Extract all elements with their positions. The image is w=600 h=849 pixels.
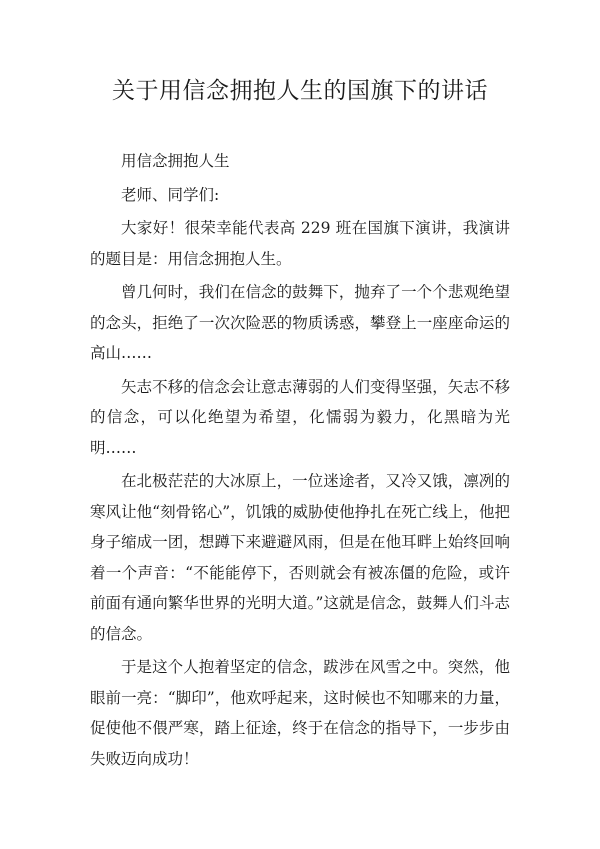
document-body [90,146,510,774]
paragraph: 矢志不移的信念会让意志薄弱的人们变得坚强，矢志不移的信念，可以化绝望为希望，化懦弱为毅力，化黑暗为光明…… [90,377,510,457]
paragraph: 在北极茫茫的大冰原上，一位迷途者，又冷又饿，凛冽的寒风让他“刻骨铭心”，饥饿的威胁使他挣扎在死亡线上，他把身子缩成一团，想蹲下来避避风雨，但是在他耳畔上始终回响着一个声音：“不能能停下，否则就会有被冻僵的危险，或许前面有通向繁华世界的光明大道。”这就是信念，鼓舞人们斗志的信念。 [90,472,510,643]
paragraph: 曾几何时，我们在信念的鼓舞下，抛弃了一个个悲观绝望的念头，拒绝了一次次险恶的物质诱惑，攀登上一座座命运的高山…… [90,283,510,362]
document-title: 关于用信念拥抱人生的国旗下的讲话 [112,78,488,104]
paragraph: 大家好！很荣幸能代表高 229 班在国旗下演讲，我演讲的题目是：用信念拥抱人生。 [90,219,510,268]
paragraph: 于是这个人抱着坚定的信念，跋涉在风雪之中。突然，他眼前一亮：“脚印”，他欢呼起来，这时候也不知哪来的力量，促使他不偎严寒，踏上征途，终于在信念的指导下，一步步由失败迈向成功！ [90,658,510,768]
speech-subtitle: 用信念拥抱人生 [121,152,230,170]
salutation: 老师、同学们: [121,185,220,204]
